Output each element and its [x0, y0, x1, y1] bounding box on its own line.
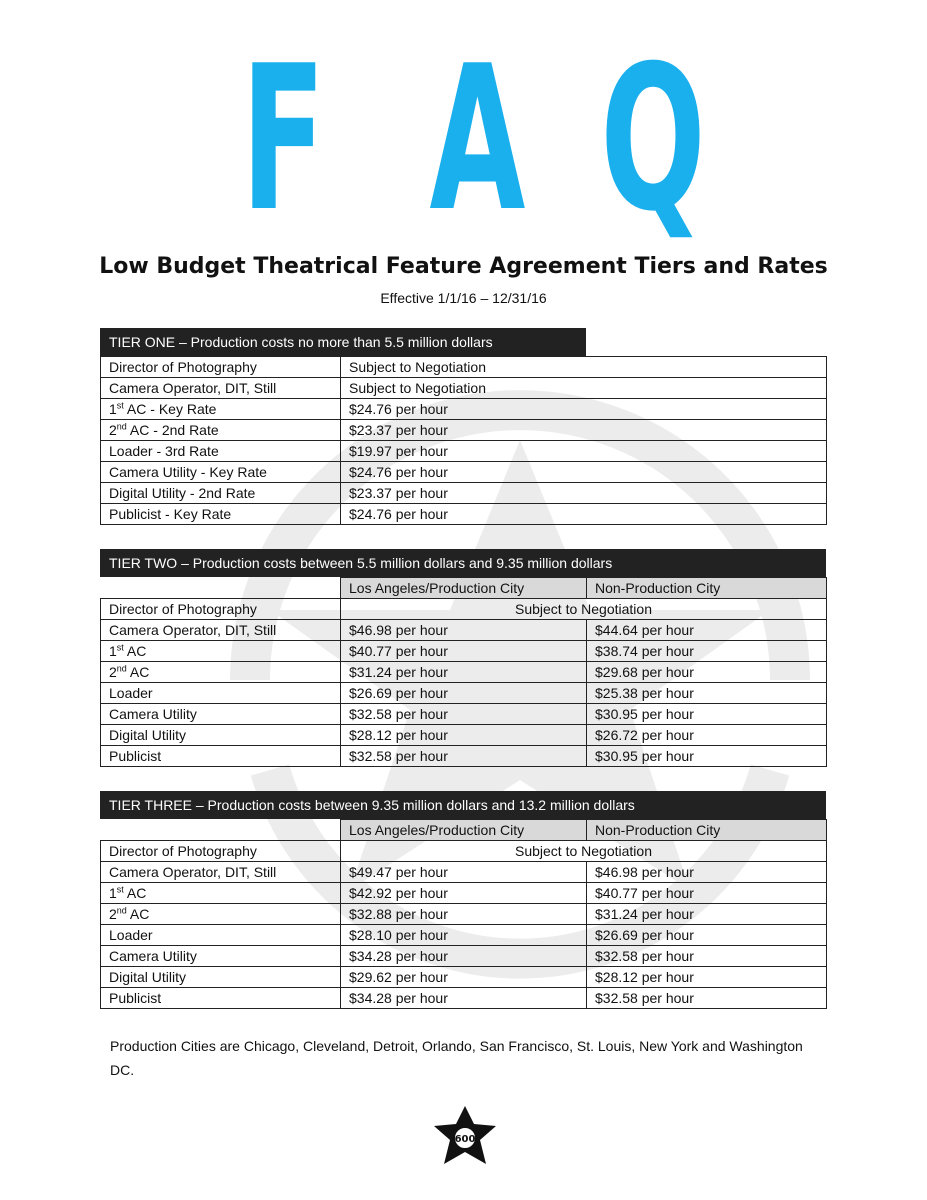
position-number: 2 — [109, 906, 117, 922]
position-number: 1 — [109, 401, 117, 417]
table-row — [101, 483, 827, 504]
rate-cell: Subject to Negotiation — [341, 378, 827, 399]
non-production-rate-cell: $30.95 per hour — [587, 746, 827, 767]
position-cell: Loader — [101, 925, 341, 946]
tier-one-header: TIER ONE – Production costs no more than 5.5 million dollars — [100, 328, 586, 356]
table-row — [101, 746, 827, 767]
table-row — [101, 462, 827, 483]
position-cell: Director of Photography — [101, 841, 341, 862]
table-row — [101, 988, 827, 1009]
position-cell: Director of Photography — [101, 357, 341, 378]
position-label: AC - Key Rate — [123, 401, 217, 417]
table-row — [101, 904, 827, 925]
ordinal-suffix: st — [116, 400, 124, 411]
position-cell — [101, 883, 341, 904]
position-cell: Digital Utility — [101, 967, 341, 988]
non-production-rate-cell: $46.98 per hour — [587, 862, 827, 883]
position-label: AC — [123, 643, 147, 659]
tier-two-table — [100, 577, 827, 767]
la-rate-cell: $28.12 per hour — [341, 725, 587, 746]
table-row — [101, 841, 827, 862]
table-row — [101, 399, 827, 420]
tier-three-table — [100, 819, 827, 1009]
non-production-rate-cell: $44.64 per hour — [587, 620, 827, 641]
faq-letter-q: Q — [600, 23, 706, 256]
position-label: AC - 2nd Rate — [126, 422, 219, 438]
non-production-rate-cell: $29.68 per hour — [587, 662, 827, 683]
position-cell: Digital Utility — [101, 725, 341, 746]
rate-cell: $23.37 per hour — [341, 420, 827, 441]
table-row — [101, 967, 827, 988]
position-label: AC — [126, 664, 150, 680]
non-production-rate-cell: $32.58 per hour — [587, 988, 827, 1009]
position-cell: Digital Utility - 2nd Rate — [101, 483, 341, 504]
table-row — [101, 420, 827, 441]
non-production-rate-cell: $25.38 per hour — [587, 683, 827, 704]
non-production-rate-cell: $26.69 per hour — [587, 925, 827, 946]
ordinal-suffix: st — [116, 884, 124, 895]
table-row — [101, 641, 827, 662]
position-cell: Loader - 3rd Rate — [101, 441, 341, 462]
tier-three-header: TIER THREE – Production costs between 9.35 million dollars and 13.2 million dollars — [100, 791, 826, 819]
production-cities-note: Production Cities are Chicago, Cleveland, Detroit, Orlando, San Francisco, St. Louis, New York and Washington DC. — [110, 1038, 803, 1078]
empty-header-cell — [101, 578, 341, 599]
iatse-union-logo-icon — [430, 1104, 500, 1168]
table-row — [101, 504, 827, 525]
page-title: Low Budget Theatrical Feature Agreement Tiers and Rates — [99, 254, 828, 279]
ordinal-suffix: st — [116, 642, 124, 653]
position-cell — [101, 641, 341, 662]
table-row — [101, 946, 827, 967]
la-rate-cell: $28.10 per hour — [341, 925, 587, 946]
position-cell — [101, 420, 341, 441]
position-cell — [101, 662, 341, 683]
rate-cell: Subject to Negotiation — [341, 357, 827, 378]
rate-cell: $23.37 per hour — [341, 483, 827, 504]
table-row — [101, 925, 827, 946]
rate-cell: $24.76 per hour — [341, 504, 827, 525]
empty-header-cell — [101, 820, 341, 841]
table-row — [101, 378, 827, 399]
column-header-la: Los Angeles/Production City — [341, 578, 587, 599]
table-row — [101, 662, 827, 683]
non-production-rate-cell: $38.74 per hour — [587, 641, 827, 662]
column-header-la: Los Angeles/Production City — [341, 820, 587, 841]
la-rate-cell: $42.92 per hour — [341, 883, 587, 904]
tier-two-header: TIER TWO – Production costs between 5.5 million dollars and 9.35 million dollars — [100, 549, 826, 577]
position-number: 2 — [109, 664, 117, 680]
non-production-rate-cell: $28.12 per hour — [587, 967, 827, 988]
position-cell: Camera Utility - Key Rate — [101, 462, 341, 483]
table-row — [101, 725, 827, 746]
la-rate-cell: $46.98 per hour — [341, 620, 587, 641]
table-row — [101, 357, 827, 378]
ordinal-suffix: nd — [116, 421, 127, 432]
table-row — [101, 620, 827, 641]
position-cell — [101, 399, 341, 420]
position-number: 2 — [109, 422, 117, 438]
table-row — [101, 599, 827, 620]
faq-letter-a: A — [429, 23, 526, 256]
position-cell — [101, 904, 341, 925]
position-cell: Loader — [101, 683, 341, 704]
la-rate-cell: $34.28 per hour — [341, 946, 587, 967]
faq-letter-f: F — [240, 23, 326, 256]
rate-cell: Subject to Negotiation — [341, 841, 827, 862]
position-cell: Publicist - Key Rate — [101, 504, 341, 525]
non-production-rate-cell: $31.24 per hour — [587, 904, 827, 925]
column-header-row — [101, 578, 827, 599]
tier-one-table — [100, 356, 827, 525]
position-label: AC — [123, 885, 147, 901]
logo-number: 600 — [454, 1134, 476, 1145]
ordinal-suffix: nd — [116, 663, 127, 674]
position-cell: Camera Utility — [101, 704, 341, 725]
rate-cell: $24.76 per hour — [341, 399, 827, 420]
table-row — [101, 883, 827, 904]
position-cell: Camera Operator, DIT, Still — [101, 620, 341, 641]
column-header-row — [101, 820, 827, 841]
la-rate-cell: $34.28 per hour — [341, 988, 587, 1009]
column-header-non-production: Non-Production City — [587, 578, 827, 599]
position-cell: Camera Utility — [101, 946, 341, 967]
table-row — [101, 683, 827, 704]
non-production-rate-cell: $40.77 per hour — [587, 883, 827, 904]
position-cell: Camera Operator, DIT, Still — [101, 378, 341, 399]
position-label: AC — [126, 906, 150, 922]
position-number: 1 — [109, 885, 117, 901]
position-cell: Publicist — [101, 746, 341, 767]
position-number: 1 — [109, 643, 117, 659]
table-row — [101, 441, 827, 462]
non-production-rate-cell: $30.95 per hour — [587, 704, 827, 725]
la-rate-cell: $49.47 per hour — [341, 862, 587, 883]
la-rate-cell: $26.69 per hour — [341, 683, 587, 704]
ordinal-suffix: nd — [116, 905, 127, 916]
la-rate-cell: $31.24 per hour — [341, 662, 587, 683]
effective-dates: Effective 1/1/16 – 12/31/16 — [380, 290, 547, 306]
la-rate-cell: $29.62 per hour — [341, 967, 587, 988]
la-rate-cell: $32.58 per hour — [341, 704, 587, 725]
la-rate-cell: $32.88 per hour — [341, 904, 587, 925]
rate-cell: $24.76 per hour — [341, 462, 827, 483]
non-production-rate-cell: $32.58 per hour — [587, 946, 827, 967]
position-cell: Camera Operator, DIT, Still — [101, 862, 341, 883]
la-rate-cell: $40.77 per hour — [341, 641, 587, 662]
position-cell: Director of Photography — [101, 599, 341, 620]
column-header-non-production: Non-Production City — [587, 820, 827, 841]
rate-cell: Subject to Negotiation — [341, 599, 827, 620]
faq-title — [0, 23, 927, 256]
non-production-rate-cell: $26.72 per hour — [587, 725, 827, 746]
table-row — [101, 704, 827, 725]
position-cell: Publicist — [101, 988, 341, 1009]
table-row — [101, 862, 827, 883]
rate-cell: $19.97 per hour — [341, 441, 827, 462]
la-rate-cell: $32.58 per hour — [341, 746, 587, 767]
